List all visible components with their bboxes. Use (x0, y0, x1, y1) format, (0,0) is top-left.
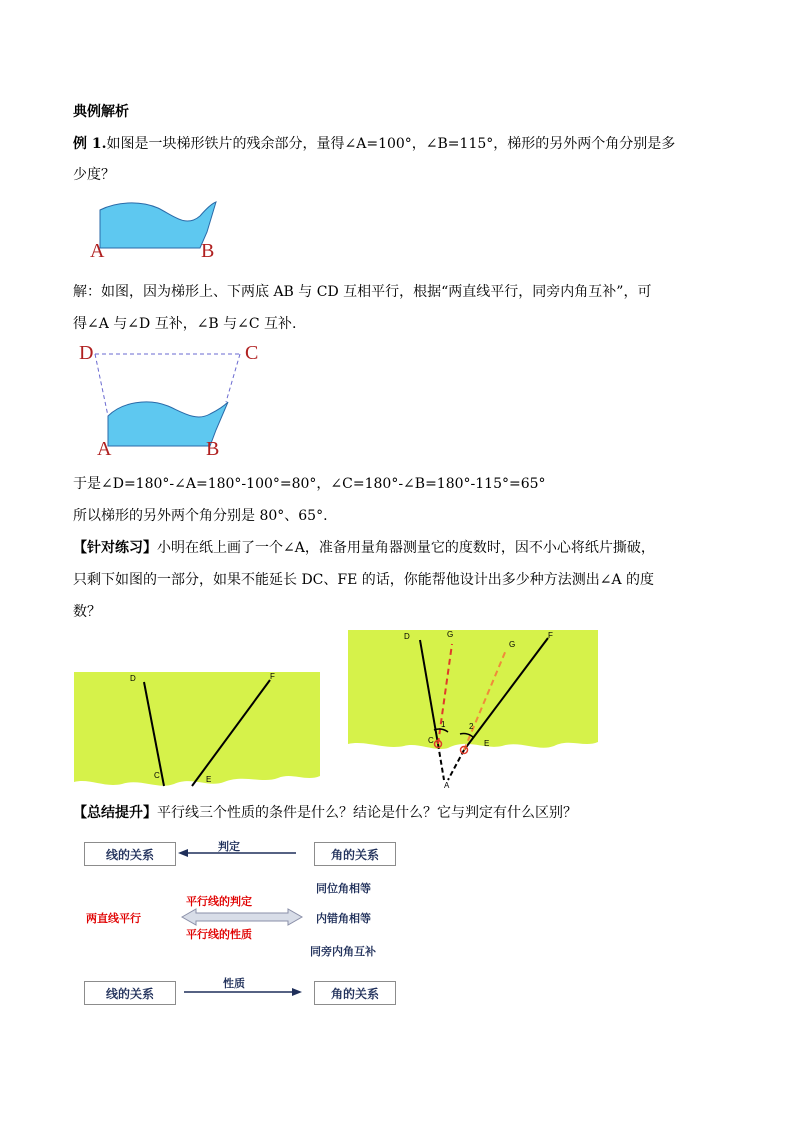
fragment-shape (100, 202, 216, 248)
vertex-label-d: D (79, 342, 94, 364)
example-label: 例 1. (73, 136, 107, 152)
example-line-2: 少度？ (73, 167, 115, 183)
practice-line-1 (73, 537, 723, 557)
arrow-head-right (292, 988, 302, 996)
torn-paper-figure (74, 672, 320, 792)
section-heading: 典例解析 (73, 104, 129, 120)
dashed-extension-right (448, 750, 464, 780)
dashed-extension-left (438, 744, 444, 780)
vertex-label-b: B (201, 240, 215, 262)
diagram-bottom-arrow-label: 性质 (223, 977, 245, 990)
point-label-d: D (404, 632, 410, 641)
practice-line-2: 只剩下如图的一部分，如果不能延长 DC、FE 的话，你能帮他设计出多少种方法测出∠A 的度 (73, 572, 655, 588)
summary-tag: 【总结提升】 (73, 805, 157, 821)
completed-trapezoid-figure (90, 340, 260, 455)
practice-tag: 【针对练习】 (73, 540, 157, 556)
point-label-c: C (154, 771, 160, 780)
diagram-top-arrow-label: 判定 (218, 840, 240, 853)
point-label-a: A (444, 781, 450, 790)
point-label-c: C (428, 736, 434, 745)
vertex-label-c: C (245, 342, 259, 364)
point-label-d: D (130, 674, 136, 683)
point-label-f: F (270, 672, 275, 681)
practice-line-3: 数？ (73, 604, 101, 620)
point-label-f: F (548, 631, 553, 640)
diagram-top-left-box: 线的关系 (84, 842, 176, 866)
vertex-label-a: A (90, 240, 105, 262)
arrow-head-left (178, 849, 188, 857)
dashed-left-leg (95, 354, 108, 416)
paper-region (74, 672, 320, 786)
solution-line-2: 得∠A 与∠D 互补，∠B 与∠C 互补. (73, 316, 297, 332)
diagram-right-item-3: 同旁内角互补 (310, 945, 376, 958)
point-label-e: E (206, 775, 212, 784)
diagram-bottom-left-box: 线的关系 (84, 981, 176, 1005)
diagram-right-item-2: 内错角相等 (316, 912, 371, 925)
diagram-arrow-top-label: 平行线的判定 (186, 895, 252, 908)
example-text-1: 如图是一块梯形铁片的残余部分，量得∠A=100°，∠B=115°，梯形的另外两个角分别是多 (106, 136, 676, 152)
summary-question: 平行线三个性质的条件是什么？结论是什么？它与判定有什么区别？ (157, 805, 577, 821)
dashed-right-leg (226, 354, 240, 402)
diagram-bottom-right-box: 角的关系 (314, 981, 396, 1005)
practice-text-1: 小明在纸上画了一个∠A，准备用量角器测量它的度数时，因不小心将纸片撕破， (157, 540, 655, 556)
construction-figure (348, 630, 598, 792)
vertex-label-b: B (206, 438, 220, 460)
point-label-g2: G (509, 640, 516, 649)
vertex-label-a: A (97, 438, 112, 460)
double-arrow (182, 909, 302, 925)
example-line-1 (73, 133, 723, 153)
diagram-arrow-bottom-label: 平行线的性质 (186, 928, 252, 941)
conclusion-text: 所以梯形的另外两个角分别是 80°、65°. (73, 508, 328, 524)
solution-line-1: 解：如图，因为梯形上、下两底 AB 与 CD 互相平行，根据“两直线平行，同旁内角互补”，可 (73, 284, 652, 300)
point-label-g1: G (447, 630, 454, 639)
diagram-left-center: 两直线平行 (86, 912, 141, 925)
summary-line (73, 802, 723, 822)
diagram-right-item-1: 同位角相等 (316, 882, 371, 895)
diagram-top-right-box: 角的关系 (314, 842, 396, 866)
calculation-text: 于是∠D=180°-∠A=180°-100°=80°，∠C=180°-∠B=180°-115°=65° (73, 476, 546, 492)
angle-label-2: 2 (469, 722, 474, 731)
point-label-e: E (484, 739, 490, 748)
angle-label-1: 1 (441, 720, 446, 729)
